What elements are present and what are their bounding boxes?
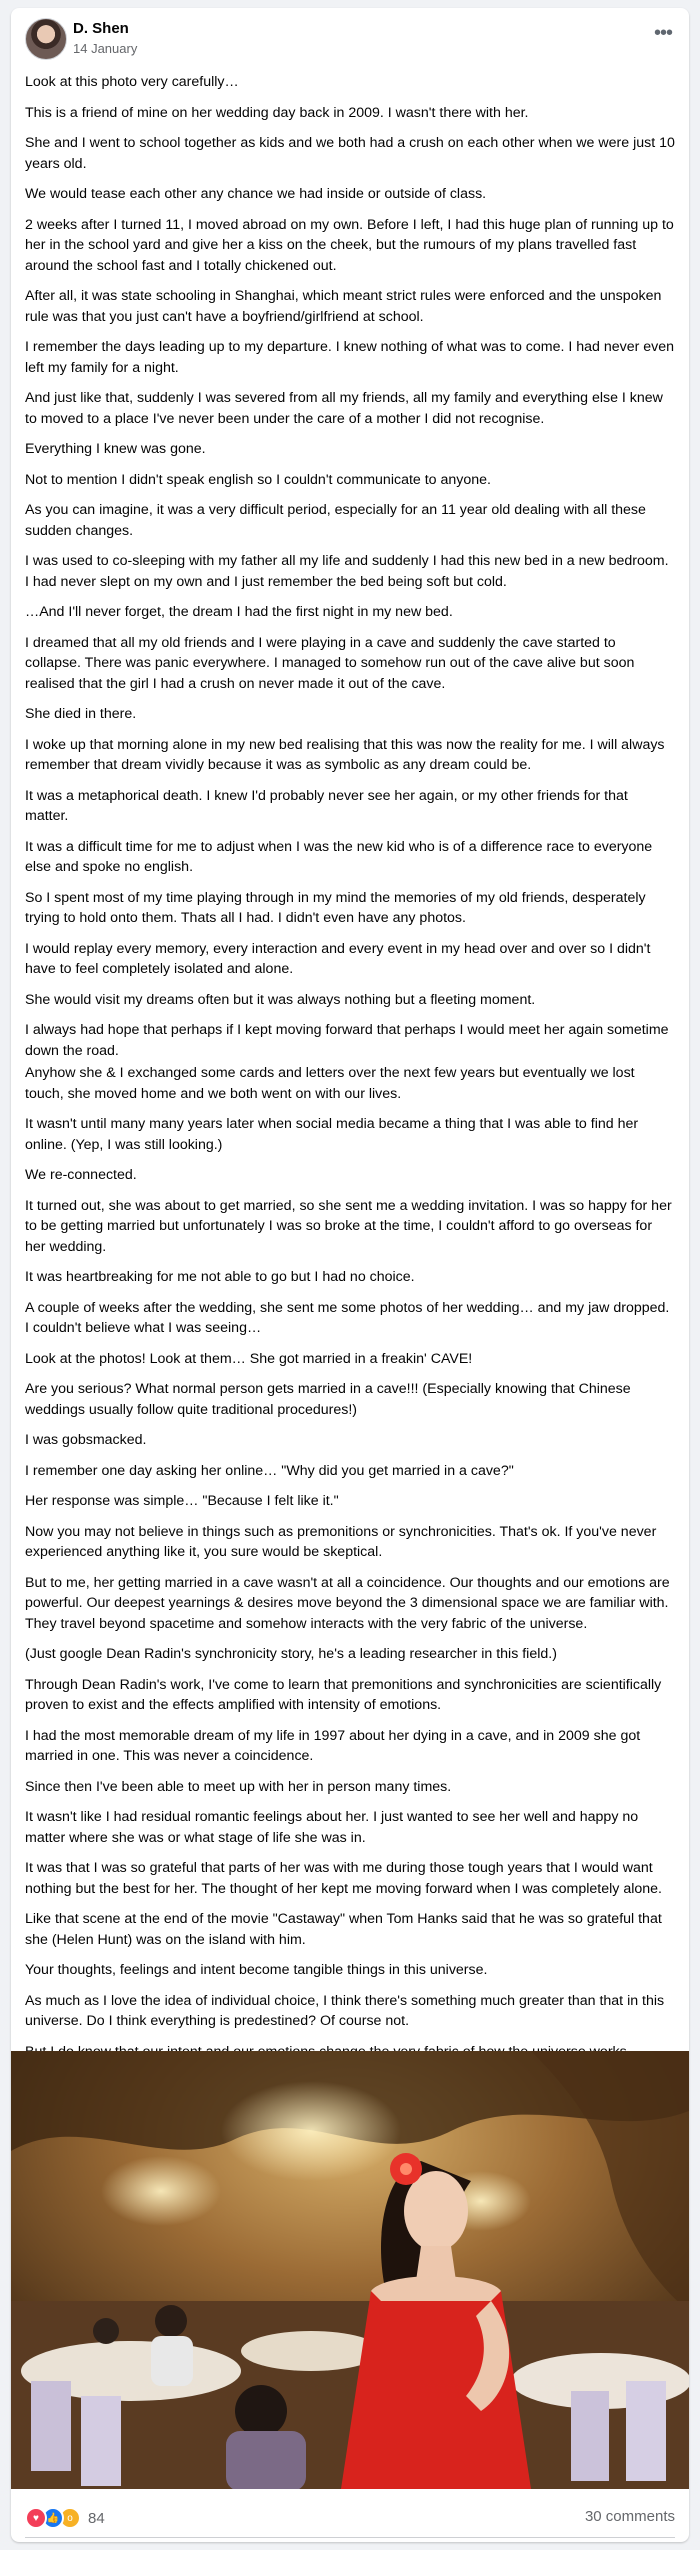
reaction-count: 84 — [88, 2509, 105, 2527]
post-paragraph: And just like that, suddenly I was severed from all my friends, all my family and everything else I knew to moved to a place I've never been under the care of a mother I did not recognise. — [25, 390, 663, 427]
post-paragraph: It was a metaphorical death. I knew I'd probably never see her again, or my other friends for that matter. — [25, 787, 628, 824]
post-paragraph: Your thoughts, feelings and intent become tangible things in this universe. — [25, 1962, 488, 1978]
post-paragraph: I was used to co-sleeping with my father all my life and suddenly I had this new bed in a new bedroom. I had never slept on my own and I just remember the bed being soft but cold. — [25, 553, 669, 590]
post-paragraph: It was that I was so grateful that parts of her was with me during those tough years that I would want nothing but the best for her. The thought of her kept me moving forward when I was completely alone. — [25, 1860, 662, 1897]
post-paragraph: …And I'll never forget, the dream I had the first night in my new bed. — [25, 604, 453, 620]
wow-reaction-icon: o — [59, 2507, 81, 2529]
more-options-icon[interactable]: ••• — [653, 22, 672, 44]
reactions-summary[interactable] — [25, 2507, 105, 2529]
author-name[interactable]: D. Shen — [73, 20, 129, 37]
post-paragraph: Look at the photos! Look at them… She got married in a freakin' CAVE! — [25, 1350, 473, 1367]
post-paragraph: Since then I've been able to meet up with her in person many times. — [25, 1778, 452, 1795]
post-paragraph: I remember one day asking her online… "Why did you get married in a cave?" — [25, 1462, 514, 1479]
chair — [571, 2391, 609, 2481]
post-paragraph: It was heartbreaking for me not able to go but I had no choice. — [25, 1269, 415, 1285]
post-paragraph: I would replay every memory, every interaction and every event in my head over and over so I didn't have to feel completely isolated and alone. — [25, 940, 651, 977]
post-paragraph: Her response was simple… "Because I felt like it." — [25, 1493, 339, 1509]
post-paragraph: After all, it was state schooling in Shanghai, which meant strict rules were enforced and the unspoken rule was that you just can't have a boyfriend/girlfriend at school. — [25, 288, 662, 325]
like-reaction-icon: 👍 — [42, 2507, 64, 2529]
post-paragraph: I was gobsmacked. — [25, 1432, 147, 1448]
comments-count[interactable]: 30 comments — [584, 2508, 675, 2525]
guest — [93, 2318, 119, 2344]
post-header — [11, 8, 689, 66]
post-paragraph: As much as I love the idea of individual choice, I think there's something much greater than that in this universe. Do I think everything is predestined? Of course not. — [25, 1992, 665, 2029]
post-footer — [11, 2489, 689, 2542]
post-paragraph: It wasn't like I had residual romantic feelings about her. I just wanted to see her well and happy no matter where she was or what stage of life she was in. — [25, 1809, 639, 1846]
post-paragraph: She would visit my dreams often but it was always nothing but a fleeting moment. — [25, 991, 536, 1008]
post-paragraph: Are you serious? What normal person gets married in a cave!!! (Especially knowing that Chinese weddings usually follow quite traditional procedures!) — [25, 1381, 631, 1418]
author-avatar[interactable] — [25, 18, 67, 60]
guest — [226, 2431, 306, 2489]
post-paragraph: 2 weeks after I turned 11, I moved abroad on my own. Before I left, I had this huge plan of running up to her in the school yard and give her a kiss on the cheek, but the rumours of my plans travelled fast around the school fast and I totally chickened out. — [25, 216, 674, 274]
divider — [25, 2537, 675, 2538]
hair-flower — [400, 2163, 412, 2175]
cave-light — [101, 2156, 221, 2226]
post-paragraph: As you can imagine, it was a very difficult period, especially for an 11 year old dealing with all these sudden changes. — [25, 502, 646, 539]
guest — [235, 2385, 287, 2437]
post-paragraph: I woke up that morning alone in my new bed realising that this was now the reality for me. I will always remember that dream vividly because it was as symbolic as any dream could be. — [25, 736, 665, 773]
post-paragraph: This is a friend of mine on her wedding day back in 2009. I wasn't there with her. — [25, 104, 529, 121]
post-paragraph: Like that scene at the end of the movie "Castaway" when Tom Hanks said that he was so grateful that she (Helen Hunt) was on the island with him. — [25, 1911, 662, 1948]
cave-light — [221, 2081, 401, 2181]
post-text — [11, 66, 689, 2138]
post-paragraph: I had the most memorable dream of my life in 1997 about her dying in a cave, and in 2009 she got married in one. This was never a coincidence. — [25, 1727, 641, 1764]
post-paragraph: Look at this photo very carefully… — [25, 74, 239, 90]
post-paragraph: Everything I knew was gone. — [25, 441, 206, 457]
chair — [81, 2396, 121, 2486]
post-paragraph: Anyhow she & I exchanged some cards and letters over the next few years but eventually we lost touch, she moved home and we both went on with our lives. — [25, 1065, 635, 1102]
post-paragraph: It turned out, she was about to get married, so she sent me a wedding invitation. I was so happy for her to be getting married but unfortunately I was so broke at the time, I couldn't afford to go overseas for her wedding. — [25, 1197, 672, 1255]
bride-neck — [416, 2246, 456, 2281]
post-paragraph: Not to mention I didn't speak english so I couldn't communicate to anyone. — [25, 471, 491, 488]
post-paragraph: A couple of weeks after the wedding, she sent me some photos of her wedding… and my jaw dropped. I couldn't believe what I was seeing… — [25, 1299, 670, 1336]
post-paragraph: It wasn't until many many years later when social media became a thing that I was able to find her online. (Yep, I was still looking.) — [25, 1116, 639, 1153]
wedding-photo[interactable] — [11, 2051, 689, 2489]
chair — [626, 2381, 666, 2481]
guest — [151, 2336, 193, 2386]
post-paragraph: We would tease each other any chance we had inside or outside of class. — [25, 186, 487, 202]
post-paragraph: I remember the days leading up to my departure. I knew nothing of what was to come. I had never even left my family for a night. — [25, 339, 675, 376]
post-paragraph: She died in there. — [25, 706, 137, 722]
post-paragraph: But to me, her getting married in a cave wasn't at all a coincidence. Our thoughts and our emotions are powerful. Our deepest yearnings & desires move beyond the 3 dimensional space we are familiar with. They travel beyond spacetime and somehow interacts with the very fabric of the universe. — [25, 1574, 670, 1632]
post-paragraph: So I spent most of my time playing through in my mind the memories of my old friends, desperately trying to hold onto them. Thats all I had. I didn't even have any photos. — [25, 889, 646, 926]
post-paragraph: We re-connected. — [25, 1167, 137, 1183]
guest — [155, 2305, 187, 2337]
post-date[interactable]: 14 January — [73, 41, 138, 56]
post-paragraph: I always had hope that perhaps if I kept moving forward that perhaps I would meet her again sometime down the road. — [25, 1022, 669, 1059]
post-paragraph: I dreamed that all my old friends and I were playing in a cave and suddenly the cave started to collapse. There was panic everywhere. I managed to somehow run out of the cave alive but soon realised that the girl I had a crush on never made it out of the cave. — [25, 634, 635, 692]
chair — [31, 2381, 71, 2471]
love-reaction-icon: ♥ — [25, 2507, 47, 2529]
post-paragraph: It was a difficult time for me to adjust when I was the new kid who is of a difference race to everyone else and spoke no english. — [25, 838, 653, 875]
post-paragraph: She and I went to school together as kids and we both had a crush on each other when we were just 10 years old. — [25, 135, 675, 172]
post-paragraph: Through Dean Radin's work, I've come to learn that premonitions and synchronicities are scientifically proven to exist and the effects amplified with intensity of emotions. — [25, 1676, 662, 1713]
post-paragraph: Now you may not believe in things such as premonitions or synchronicities. That's ok. If you've never experienced anything like it, you sure would be skeptical. — [25, 1523, 657, 1560]
post-card — [11, 8, 689, 2542]
post-paragraph: (Just google Dean Radin's synchronicity story, he's a leading researcher in this field.) — [25, 1646, 557, 1662]
